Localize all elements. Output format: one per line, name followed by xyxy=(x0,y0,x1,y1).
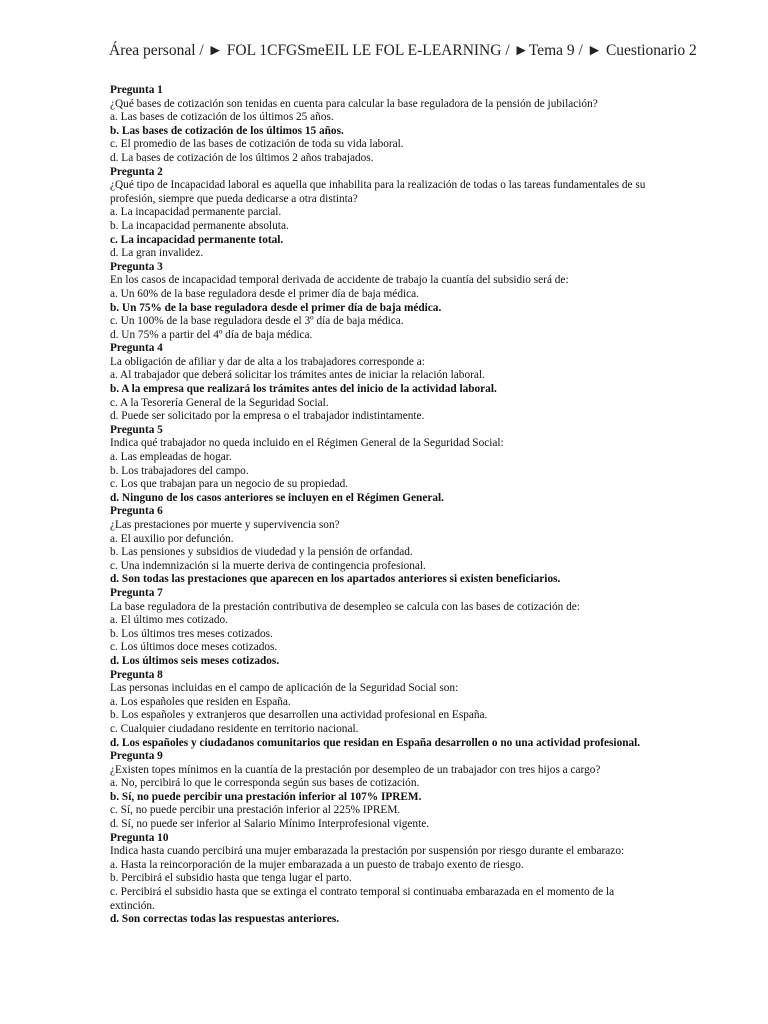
question-text: ¿Qué tipo de Incapacidad laboral es aquella que inhabilita para la realización de todas o las tareas fundamentales de su profesión, siempre que pueda dedicarse a otra distinta? xyxy=(110,179,646,205)
answer-option-correct: b. Las bases de cotización de los últimos 15 años. xyxy=(110,124,344,137)
answer-option: a. No, percibirá lo que le corresponda según sus bases de cotización. xyxy=(110,777,420,790)
question-block xyxy=(110,84,655,166)
answer-option: c. Sí, no puede percibir una prestación inferior al 225% IPREM. xyxy=(110,804,401,817)
answer-option: b. Las pensiones y subsidios de viudedad y la pensión de orfandad. xyxy=(110,546,413,559)
answer-option-correct: b. Sí, no puede percibir una prestación inferior al 107% IPREM. xyxy=(110,790,422,803)
answer-option: c. Los últimos doce meses cotizados. xyxy=(110,641,278,654)
question-text: Las personas incluidas en el campo de aplicación de la Seguridad Social son: xyxy=(110,682,459,695)
answer-option: a. Los españoles que residen en España. xyxy=(110,695,291,708)
question-block xyxy=(110,166,655,261)
question-text: ¿Qué bases de cotización son tenidas en cuenta para calcular la base reguladora de la pensión de jubilación? xyxy=(110,97,598,110)
question-list xyxy=(110,84,655,927)
question-title: Pregunta 2 xyxy=(110,165,163,178)
answer-option: c. El promedio de las bases de cotización de toda su vida laboral. xyxy=(110,138,404,151)
answer-option-correct: b. A la empresa que realizará los trámites antes del inicio de la actividad laboral. xyxy=(110,383,497,396)
question-title: Pregunta 9 xyxy=(110,750,163,763)
answer-option-correct: c. La incapacidad permanente total. xyxy=(110,233,284,246)
answer-option: a. Las bases de cotización de los últimos 25 años. xyxy=(110,111,334,124)
question-title: Pregunta 4 xyxy=(110,342,163,355)
question-title: Pregunta 5 xyxy=(110,423,163,436)
answer-option: c. A la Tesorería General de la Seguridad Social. xyxy=(110,396,329,409)
question-block xyxy=(110,587,655,669)
answer-option: d. La bases de cotización de los últimos 2 años trabajados. xyxy=(110,151,374,164)
answer-option: c. Una indemnización si la muerte deriva de contingencia profesional. xyxy=(110,559,426,572)
question-block xyxy=(110,832,655,927)
breadcrumb[interactable]: Área personal / ► FOL 1CFGSmeEIL LE FOL E-LEARNING / ►Tema 9 / ► Cuestionario 2 xyxy=(109,42,697,59)
question-title: Pregunta 8 xyxy=(110,668,163,681)
answer-option: a. La incapacidad permanente parcial. xyxy=(110,206,282,219)
answer-option: b. Percibirá el subsidio hasta que tenga lugar el parto. xyxy=(110,872,352,885)
answer-option: b. Los últimos tres meses cotizados. xyxy=(110,627,273,640)
question-text: ¿Existen topes mínimos en la cuantía de la prestación por desempleo de un trabajador con tres hijos a cargo? xyxy=(110,763,601,776)
answer-option: d. La gran invalidez. xyxy=(110,247,204,260)
answer-option-correct: d. Los españoles y ciudadanos comunitarios que residan en España desarrollen o no una actividad profesional. xyxy=(110,736,641,749)
question-block xyxy=(110,669,655,751)
question-block xyxy=(110,505,655,587)
answer-option: a. Al trabajador que deberá solicitar los trámites antes de iniciar la relación laboral. xyxy=(110,369,485,382)
question-title: Pregunta 7 xyxy=(110,586,163,599)
question-text: Indica qué trabajador no queda incluido en el Régimen General de la Seguridad Social: xyxy=(110,437,504,450)
answer-option: c. Los que trabajan para un negocio de su propiedad. xyxy=(110,478,349,491)
answer-option-correct: d. Son correctas todas las respuestas anteriores. xyxy=(110,913,340,926)
question-text: ¿Las prestaciones por muerte y supervivencia son? xyxy=(110,519,340,531)
answer-option: b. Los trabajadores del campo. xyxy=(110,464,249,477)
answer-option: b. Los españoles y extranjeros que desarrollen una actividad profesional en España. xyxy=(110,709,488,722)
answer-option: d. Un 75% a partir del 4º día de baja médica. xyxy=(110,328,313,341)
question-text: La base reguladora de la prestación contributiva de desempleo se calcula con las bases de cotización de: xyxy=(110,600,580,613)
question-text: En los casos de incapacidad temporal derivada de accidente de trabajo la cuantía del subsidio será de: xyxy=(110,274,569,287)
answer-option: a. Un 60% de la base reguladora desde el primer día de baja médica. xyxy=(110,287,419,300)
question-block xyxy=(110,261,655,343)
question-text: La obligación de afiliar y dar de alta a los trabajadores corresponde a: xyxy=(110,355,425,368)
answer-option-correct: d. Ninguno de los casos anteriores se incluyen en el Régimen General. xyxy=(110,491,444,504)
answer-option-correct: d. Son todas las prestaciones que aparecen en los apartados anteriores si existen beneficiarios. xyxy=(110,573,561,586)
question-block xyxy=(110,424,655,506)
question-block xyxy=(110,750,655,832)
question-text: Indica hasta cuando percibirá una mujer embarazada la prestación por suspensión por riesgo durante el embarazo: xyxy=(110,845,625,858)
answer-option: a. El último mes cotizado. xyxy=(110,614,228,627)
answer-option: d. Puede ser solicitado por la empresa o el trabajador indistintamente. xyxy=(110,410,425,423)
answer-option: b. La incapacidad permanente absoluta. xyxy=(110,219,289,232)
question-title: Pregunta 10 xyxy=(110,831,169,844)
question-title: Pregunta 6 xyxy=(110,505,163,518)
answer-option-correct: b. Un 75% de la base reguladora desde el primer día de baja médica. xyxy=(110,301,442,314)
answer-option: a. Hasta la reincorporación de la mujer embarazada a un puesto de trabajo exento de riesgo. xyxy=(110,858,524,871)
answer-option: c. Percibirá el subsidio hasta que se extinga el contrato temporal si continuaba embarazada en el momento de la extinción. xyxy=(110,886,615,912)
answer-option: c. Un 100% de la base reguladora desde el 3º día de baja médica. xyxy=(110,315,404,328)
question-title: Pregunta 3 xyxy=(110,260,163,273)
question-block xyxy=(110,342,655,424)
answer-option: a. Las empleadas de hogar. xyxy=(110,451,232,464)
answer-option-correct: d. Los últimos seis meses cotizados. xyxy=(110,654,280,667)
answer-option: a. El auxilio por defunción. xyxy=(110,532,234,545)
answer-option: d. Sí, no puede ser inferior al Salario Mínimo Interprofesional vigente. xyxy=(110,818,430,831)
answer-option: c. Cualquier ciudadano residente en territorio nacional. xyxy=(110,722,359,735)
question-title: Pregunta 1 xyxy=(110,84,163,96)
